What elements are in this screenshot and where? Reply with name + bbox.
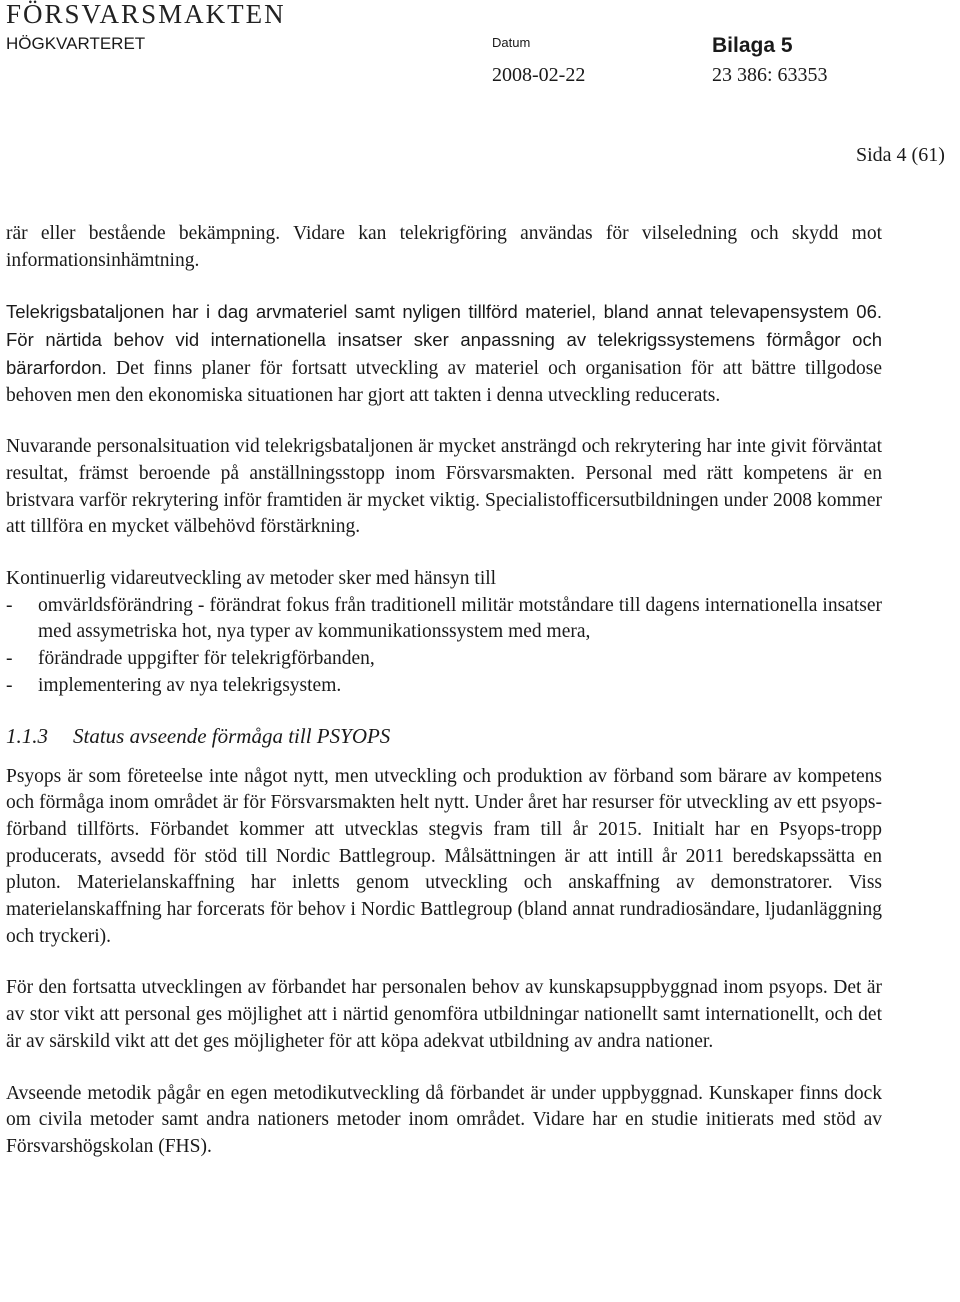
list-marker: -	[6, 674, 13, 696]
paragraph-4-intro: Kontinuerlig vidareutveckling av metoder sker med hänsyn till	[6, 568, 497, 590]
document-body	[6, 221, 882, 1161]
date-value: 2008-02-22	[492, 64, 586, 86]
unit-name: HÖGKVARTERET	[6, 34, 146, 53]
list-item-text: förändrade uppgifter för telekrigförbanden,	[38, 648, 375, 670]
list-item-text: omvärldsförändring - förändrat fokus från traditionell militär motståndare till dagens internationella insatser med assymetriska hot, nya typer av kommunikationssystem med mera,	[38, 594, 882, 643]
paragraph-6: För den fortsatta utvecklingen av förbandet har personalen behov av kunskapsuppbyggnad inom psyops. Det är av stor vikt att personal ges möjlighet att i närtid genomföra utbildningar nationellt samt internationellt, och det är av särskild vikt att det ges möjligheter för att köpa adekvat utbildning av andra nationer.	[6, 977, 882, 1052]
reference-number: 23 386: 63353	[712, 64, 828, 86]
list-marker: -	[6, 648, 13, 670]
list-item	[6, 673, 882, 700]
paragraph-1: rär eller bestående bekämpning. Vidare kan telekrigföring användas för vilseledning och skydd mot informationsinhämtning.	[6, 223, 882, 271]
paragraph-2-part-b: Det finns planer för fortsatt utveckling av materiel och organisation för att bättre tillgodose behoven men den ekonomiska situationen har gjort att takten i denna utveckling reducerats.	[6, 357, 882, 406]
dash-list	[6, 593, 882, 700]
organization-name: FÖRSVARSMAKTEN	[6, 0, 286, 29]
list-item	[6, 646, 882, 673]
paragraph-2	[6, 299, 882, 409]
attachment-label: Bilaga 5	[712, 34, 793, 57]
list-marker: -	[6, 594, 13, 616]
paragraph-7: Avseende metodik pågår en egen metodikutveckling då förbandet är under uppbyggnad. Kunskaper finns dock om civila metoder samt andra nationers metoder inom området. Vidare har en studie initierats med stöd av Försvarshögskolan (FHS).	[6, 1082, 882, 1157]
date-label: Datum	[492, 35, 531, 50]
list-item	[6, 593, 882, 646]
section-heading	[6, 722, 882, 750]
page-number: Sida 4 (61)	[856, 144, 945, 166]
list-item-text: implementering av nya telekrigsystem.	[38, 674, 342, 696]
section-title: Status avseende förmåga till PSYOPS	[73, 723, 391, 748]
paragraph-5: Psyops är som företeelse inte något nytt, men utveckling och produktion av förband som bärare av kompetens och förmåga inom området är för Försvarsmakten helt nytt. Under året har resurser för utveckling av ett psyops-förband tillförts. Förbandet kommer att utvecklas stegvis fram till år 2015. Initialt har en Psyops-tropp producerats, avsedd för stöd till Nordic Battlegroup. Målsättningen är att intill år 2011 beredskapssätta en pluton. Materielanskaffning har inletts genom utveckling och anskaffning av demonstratorer. Viss materielanskaffning har forcerats för behov i Nordic Battlegroup (bland annat rundradiosändare, ljudanläggning och tryckeri).	[6, 765, 882, 947]
paragraph-3: Nuvarande personalsituation vid telekrigsbataljonen är mycket ansträngd och rekrytering har inte givit förväntat resultat, främst beroende på anställningsstopp inom Försvarsmakten. Personal med rätt kompetens är en bristvara varför rekrytering inför framtiden är mycket viktig. Specialistofficersutbildningen under 2008 kommer att tillföra en mycket välbehövd förstärkning.	[6, 436, 882, 538]
paragraph-2-part-a: Telekrigsbataljonen har i dag arvmateriel samt nyligen tillförd materiel, bland annat televapensystem 06. För närtida behov vid internationella insatser sker anpassning av telekrigssystemens förmågor och bärarfordon.	[6, 301, 882, 378]
section-number: 1.1.3	[6, 723, 48, 748]
